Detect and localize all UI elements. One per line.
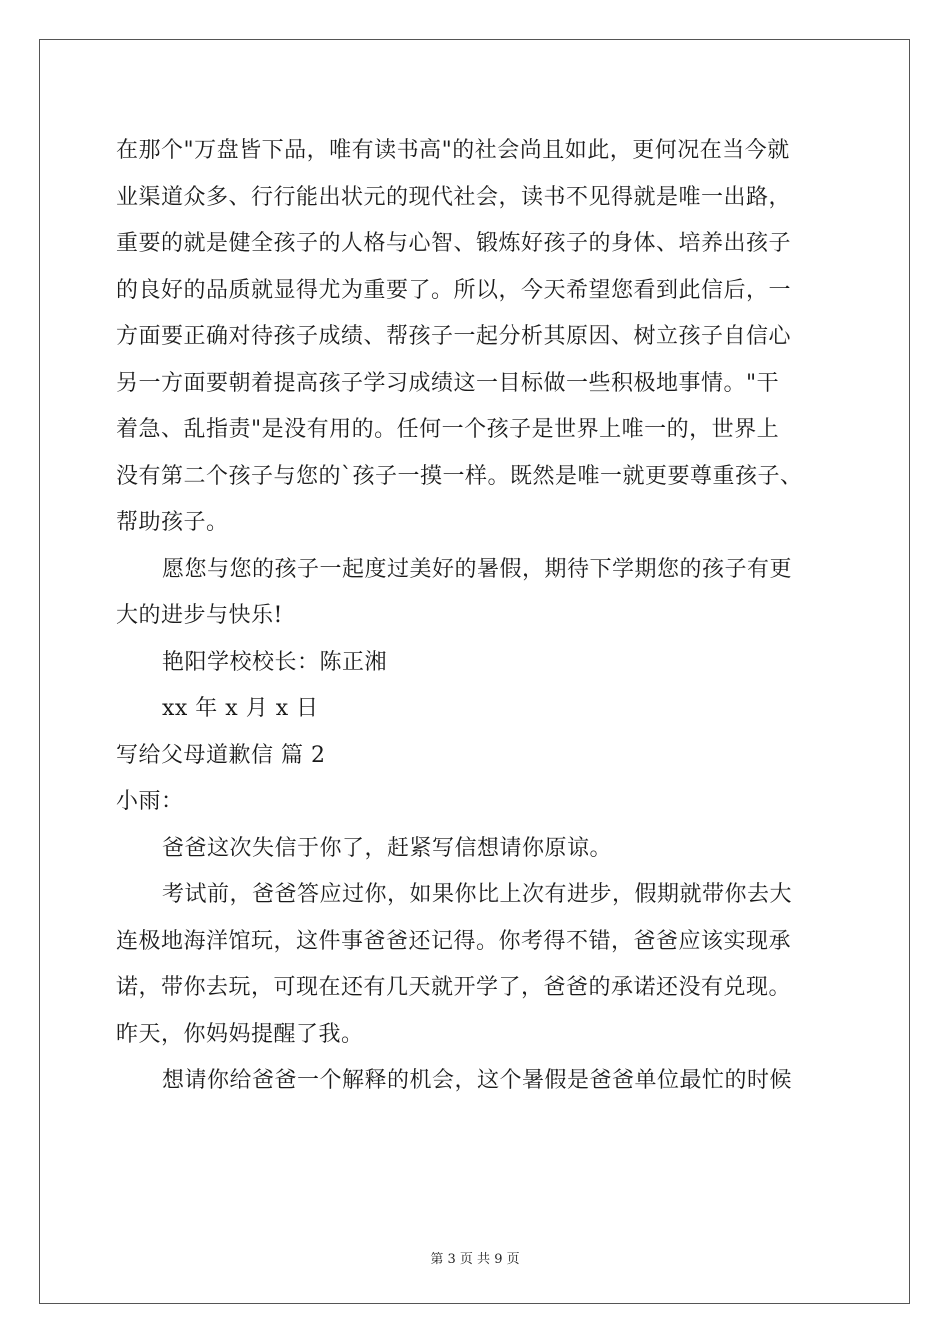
text-line-17: 考试前，爸爸答应过你，如果你比上次有进步，假期就带你去大 [162,882,793,907]
text-line-16: 爸爸这次失信于你了，赶紧写信想请你原谅。 [162,835,613,861]
text-line-9: 帮助孩子。 [116,510,229,535]
text-line-20: 昨天，你妈妈提醒了我。 [116,1021,364,1047]
text-line-11: 大的进步与快乐! [116,603,283,628]
signature-line: 艳阳学校校长：陈正湘 [162,649,388,675]
text-line-4: 的良好的品质就显得尤为重要了。所以，今天希望您看到此信后，一 [116,277,792,303]
text-line-10: 愿您与您的孩子一起度过美好的暑假，期待下学期您的孩子有更 [162,556,793,582]
date-line: xx 年 x 月 x 日 [162,696,319,721]
salutation-line: 小雨： [116,789,184,814]
text-line-2: 业渠道众多、行行能出状元的现代社会，读书不见得就是唯一出路， [116,184,792,210]
text-line-3: 重要的就是健全孩子的人格与心智、锻炼好孩子的身体、培养出孩子 [116,231,792,256]
page-footer: 第 3 页 共 9 页 [430,1252,520,1267]
text-line-7: 着急、乱指责"是没有用的。任何一个孩子是世界上唯一的，世界上 [116,417,780,442]
text-line-19: 诺，带你去玩，可现在还有几天就开学了，爸爸的承诺还没有兑现。 [116,975,792,1000]
text-line-5: 方面要正确对待孩子成绩、帮孩子一起分析其原因、树立孩子自信心 [116,324,792,349]
text-line-1: 在那个"万盘皆下品，唯有读书高"的社会尚且如此，更何况在当今就 [116,138,790,163]
section-heading: 写给父母道歉信 篇 2 [116,742,326,768]
text-line-18: 连极地海洋馆玩，这件事爸爸还记得。你考得不错，爸爸应该实现承 [116,928,792,954]
document-body [116,128,856,1105]
text-line-6: 另一方面要朝着提高孩子学习成绩这一目标做一些积极地事情。"干 [116,370,780,396]
text-line-8: 没有第二个孩子与您的`孩子一摸一样。既然是唯一就更要尊重孩子、 [116,463,803,489]
text-line-21: 想请你给爸爸一个解释的机会，这个暑假是爸爸单位最忙的时候 [162,1068,793,1093]
